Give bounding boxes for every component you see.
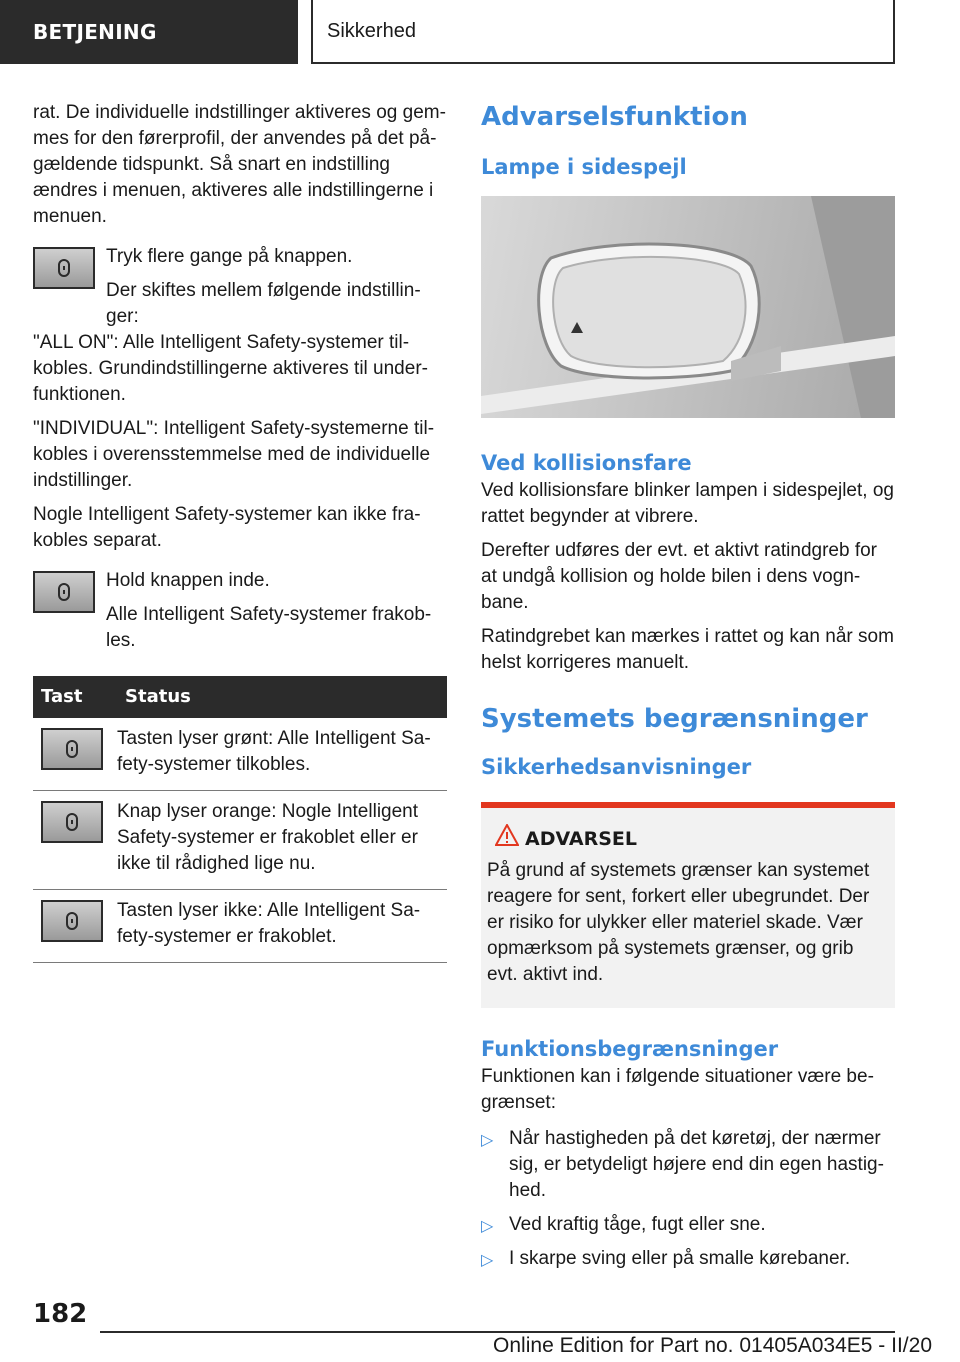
right-column [481,100,895,1280]
safety-button-icon [33,247,95,289]
safety-button-icon [41,801,103,843]
heading-mirror-lamp: Lampe i sidespejl [481,155,687,179]
chapter-tab: BETJENING [0,0,298,64]
hold-result-text: Alle Intelligent Safety-systemer frakobles. [106,604,432,651]
heading-safety-notes: Sikkerhedsanvisninger [481,755,752,779]
list-item: ▷ I skarpe sving eller på smalle kørebaner. [481,1246,895,1272]
status-table [33,676,447,963]
not-separate-text: Nogle Intelligent Safety-systemer kan ikke frakobles separat. [33,504,421,551]
limits-list [481,1126,895,1272]
press-step [33,244,447,330]
heading-system-limits: Systemets begrænsninger [481,704,868,734]
collision-paragraph-2: Derefter udføres der evt. et aktivt ratindgreb for at undgå kollision og holde bilen i dens vognbane. [481,540,878,613]
switch-text: Der skiftes mellem følgende indstillinger: [106,280,421,327]
intro-paragraph: rat. De individuelle indstillinger aktiveres og gemmes for den førerprofil, der anvendes på det pågældende tidspunkt. Så snart en indstilling ændres i menuen, aktiveres alle indstillingerne i menuen. [33,102,446,227]
status-cell: Knap lyser orange: Nogle Intelligent Safety-systemer er frakoblet eller er ikke til rådighed lige nu. [117,791,447,890]
safety-button-icon [41,900,103,942]
heading-function-limits: Funktionsbegrænsninger [481,1037,779,1061]
warning-box [481,802,895,1008]
page-number: 182 [33,1299,88,1329]
collision-paragraph-3: Ratindgrebet kan mærkes i rattet og kan når som helst korrigeres manuelt. [481,626,894,673]
table-row [33,890,447,963]
press-step-text: Tryk flere gange på knappen. [106,246,353,267]
triangle-bullet-icon: ▷ [481,1252,494,1269]
all-on-text: "ALL ON": Alle Intelligent Safety-systemer tilkobles. Grundindstillingerne aktiveres til underfunktionen. [33,332,428,405]
safety-button-icon [41,728,103,770]
left-column [33,100,447,963]
hold-step-text: Hold knappen inde. [106,570,270,591]
footer-divider [100,1331,895,1333]
function-limits-paragraph: Funktionen kan i følgende situationer være begrænset: [481,1066,874,1113]
individual-text: "INDIVIDUAL": Intelligent Safety-systemerne tilkobles i overensstemmelse med de individuelle indstillinger. [33,418,435,491]
heading-warning-function: Advarselsfunktion [481,102,748,132]
status-cell: Tasten lyser ikke: Alle Intelligent Safety-systemer er frakoblet. [117,890,447,963]
status-cell: Tasten lyser grønt: Alle Intelligent Safety-systemer tilkobles. [117,718,447,791]
triangle-bullet-icon: ▷ [481,1132,494,1149]
warning-icon [495,824,519,846]
triangle-bullet-icon: ▷ [481,1218,494,1235]
hold-step [33,568,447,654]
warning-text: På grund af systemets grænser kan systemet reagere for sent, forkert eller ubegrundet. Der er risiko for ulykker eller materiel skade. Vær opmærksom på systemets grænser, og grib evt. aktivt ind. [487,860,870,985]
table-row [33,718,447,791]
list-item: ▷ Når hastigheden på det køretøj, der nærmer sig, er betydeligt højere end din egen hastighed. [481,1128,884,1201]
footer-edition: Online Edition for Part no. 01405A034E5 - II/20 [493,1334,932,1357]
table-header-key: Tast [33,676,117,718]
table-row [33,791,447,890]
heading-collision: Ved kollisionsfare [481,451,692,475]
collision-paragraph-1: Ved kollisionsfare blinker lampen i sidespejlet, og rattet begynder at vibrere. [481,480,894,527]
safety-button-icon [33,571,95,613]
section-title: Sikkerhed [311,0,895,64]
list-item: ▷ Ved kraftig tåge, fugt eller sne. [481,1212,895,1238]
table-header-status: Status [117,676,447,718]
side-mirror-image [481,196,895,418]
warning-title: ADVARSEL [487,826,885,852]
